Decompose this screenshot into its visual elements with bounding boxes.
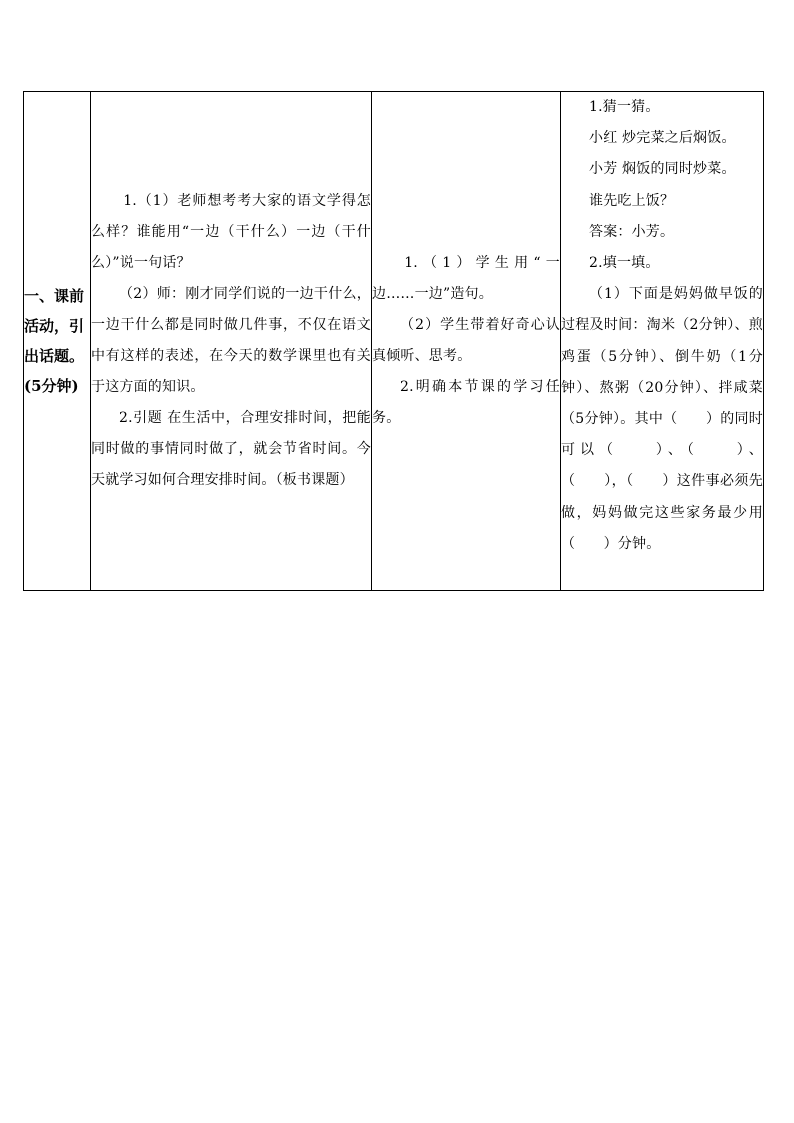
stage-label: 一、课前活动，引出话题。(5分钟): [24, 287, 85, 395]
practice-line-4: 谁先吃上饭？: [589, 192, 675, 209]
lesson-plan-table: [23, 91, 764, 591]
practice-cell: [561, 92, 764, 591]
teacher-activity-cell: [91, 92, 372, 591]
stage-cell: [24, 92, 91, 591]
practice-line-3: 小芳 焖饭的同时炒菜。: [589, 161, 736, 178]
practice-line-1: 1.猜一猜。: [589, 99, 660, 115]
practice-paragraph-7: （1）下面是妈妈做早饭的过程及时间：淘米（2分钟）、煎鸡蛋（5分钟）、倒牛奶（1分钟）、熬粥（20分钟）、拌咸菜（5分钟）。其中（ ）的同时可以（ ）、（ ）、（ ），（ ）这件事必须先做，妈妈做完这些家务最少用（ ）分钟。: [561, 286, 763, 552]
student-paragraph-1: 1.（1）学生用“一边……一边”造句。: [372, 255, 560, 302]
student-activity-cell: [372, 92, 561, 591]
practice-line-6: 2.填一填。: [589, 255, 660, 272]
table-row: [24, 92, 764, 591]
teacher-paragraph-1: 1.（1）老师想考考大家的语文学得怎么样？谁能用“一边（干什么）一边（干什么）”说一句话？: [91, 193, 371, 271]
practice-line-2: 小红 炒完菜之后焖饭。: [589, 130, 736, 147]
teacher-paragraph-3: 2.引题 在生活中，合理安排时间，把能同时做的事情同时做了，就会节省时间。今天就学习如何合理安排时间。（板书课题）: [91, 410, 371, 488]
student-paragraph-3: 2.明确本节课的学习任务。: [372, 379, 560, 426]
student-paragraph-2: （2）学生带着好奇心认真倾听、思考。: [372, 317, 560, 364]
practice-line-5: 答案：小芳。: [589, 223, 675, 240]
teacher-paragraph-2: （2）师：刚才同学们说的一边干什么，一边干什么都是同时做几件事，不仅在语文中有这样的表述，在今天的数学课里也有关于这方面的知识。: [91, 286, 371, 395]
